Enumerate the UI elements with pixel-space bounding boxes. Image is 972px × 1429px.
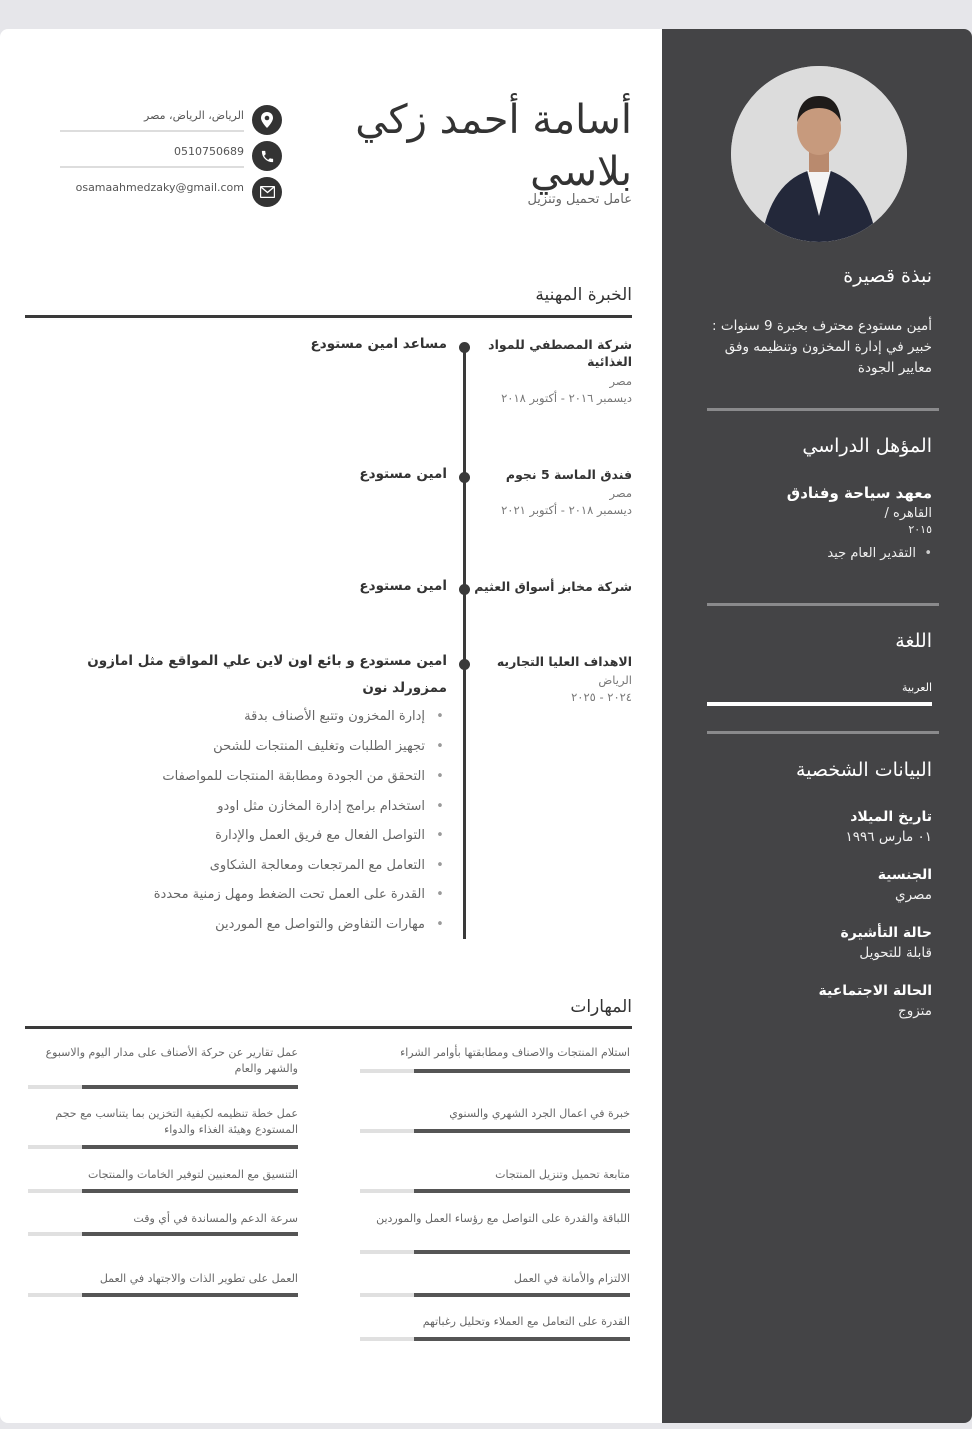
skill-item <box>360 1045 630 1089</box>
divider <box>707 731 939 734</box>
personal-item <box>702 809 932 867</box>
education-title: المؤهل الدراسي <box>802 435 932 457</box>
skill-item <box>360 1106 630 1150</box>
company-country: مصر <box>609 374 632 388</box>
bullet-icon: • <box>436 739 444 754</box>
email-text: osamaahmedzaky@gmail.com <box>75 181 244 194</box>
bullet-icon: • <box>436 887 444 902</box>
skill-track <box>360 1069 630 1073</box>
skill-name: عمل تقارير عن حركة الأصناف على مدار اليوم والاسبوع والشهر والعام <box>45 1046 298 1075</box>
skill-name: الالتزام والأمانة في العمل <box>513 1272 630 1285</box>
education-entry <box>702 484 932 561</box>
skill-item <box>28 1106 298 1150</box>
job-period: ٢٠٢٤ - ٢٠٢٥ <box>571 690 632 704</box>
job-role: مساعد امين مستودع <box>310 336 447 352</box>
language-name: العربية <box>901 681 932 694</box>
education-grade-text: التقدير العام جيد <box>827 546 916 561</box>
skill-level-bar <box>82 1293 298 1297</box>
summary-text: أمين مستودع محترف بخبرة 9 سنوات : خبير في إدارة المخزون وتنظيمه وفق معايير الجودة <box>712 318 932 376</box>
timeline-dot <box>459 472 470 483</box>
profile-photo <box>731 66 907 242</box>
bullet-icon: • <box>436 709 444 724</box>
skill-name: متابعة تحميل وتنزيل المنتجات <box>495 1168 630 1181</box>
skill-name: القدرة على التعامل مع العملاء وتحليل رغباتهم <box>422 1315 630 1328</box>
section-rule <box>25 1026 632 1029</box>
sidebar <box>662 29 972 1423</box>
company-country: الرياض <box>598 673 632 687</box>
skill-name: استلام المنتجات والاصناف ومطابقتها بأوامر الشراء <box>400 1046 630 1059</box>
skill-level-bar <box>414 1250 630 1254</box>
task-text: استخدام برامج إدارة المخازن مثل اودو <box>217 799 425 814</box>
skill-item <box>360 1314 630 1358</box>
task-text: القدرة على العمل تحت الضغط ومهل زمنية محددة <box>153 887 425 902</box>
skill-name: عمل خطة تنظيمه لكيفية التخزين بما يتناسب مع حجم المستودع وهيئة الغذاء والدواء <box>55 1107 298 1136</box>
personal-item <box>702 867 932 925</box>
skill-track <box>360 1189 630 1193</box>
skill-item <box>360 1211 630 1255</box>
contact-phone[interactable] <box>60 141 282 173</box>
contact-address <box>60 105 282 137</box>
job-role: امين مستودع <box>359 466 447 482</box>
skill-level-bar <box>414 1293 630 1297</box>
job-period: ديسمبر ٢٠١٦ - أكتوبر ٢٠١٨ <box>501 391 632 405</box>
skill-name: التنسيق مع المعنيين لتوفير الخامات والمنتجات <box>88 1168 298 1181</box>
bullet-icon: • <box>436 769 444 784</box>
skill-level-bar <box>82 1232 298 1236</box>
timeline-dot <box>459 342 470 353</box>
task-item <box>7 739 447 754</box>
phone-text: 0510750689 <box>174 145 244 158</box>
timeline-line <box>463 346 466 939</box>
summary-title: نبذة قصيرة <box>843 265 932 287</box>
person-icon <box>731 66 907 242</box>
skill-level-bar <box>82 1145 298 1149</box>
timeline-dot <box>459 584 470 595</box>
timeline-dot <box>459 659 470 670</box>
job-title: عامل تحميل وتنزيل <box>527 192 632 207</box>
birthdate-value: ٠١ مارس ١٩٩٦ <box>845 829 932 845</box>
company-name: الاهداف العليا التجاريه <box>496 654 632 669</box>
skill-name: اللباقة والقدرة على التواصل مع رؤساء العمل والموردين <box>376 1212 630 1225</box>
divider <box>60 130 244 132</box>
skill-item <box>28 1211 298 1255</box>
marital-value: متزوج <box>898 1003 932 1019</box>
skill-level-bar <box>82 1085 298 1089</box>
skill-name: سرعة الدعم والمساندة في أي وقت <box>133 1212 298 1225</box>
skill-track <box>360 1337 630 1341</box>
visa-label: حالة التأشيرة <box>840 925 932 941</box>
task-item <box>7 799 447 814</box>
company-name: فندق الماسة 5 نجوم <box>505 467 632 482</box>
personal-item <box>702 925 932 983</box>
skill-track <box>28 1145 298 1149</box>
location-icon <box>252 105 282 135</box>
divider <box>60 166 244 168</box>
company-country: مصر <box>609 486 632 500</box>
skill-level-bar <box>414 1129 630 1133</box>
personal-title: البيانات الشخصية <box>795 759 932 781</box>
skill-item <box>360 1271 630 1315</box>
education-school: معهد سياحة وفنادق <box>786 484 932 502</box>
divider <box>707 408 939 411</box>
skill-name: العمل على تطوير الذات والاجتهاد في العمل <box>99 1272 298 1285</box>
skill-item <box>360 1167 630 1211</box>
company-name: شركة المصطفي للمواد الغذائية <box>488 337 632 369</box>
skill-item <box>28 1167 298 1211</box>
nationality-label: الجنسية <box>877 867 932 883</box>
resume-page <box>0 29 972 1423</box>
skill-level-bar <box>414 1069 630 1073</box>
language-level-bar <box>707 702 932 706</box>
nationality-value: مصري <box>895 887 932 903</box>
skill-level-bar <box>414 1189 630 1193</box>
bullet-icon: • <box>924 546 932 561</box>
language-level-track <box>707 702 932 706</box>
task-item <box>7 828 447 843</box>
job-role: امين مستودع <box>359 578 447 594</box>
contact-email[interactable] <box>60 177 282 209</box>
candidate-name: أسامة أحمد زكي بلاسي <box>355 97 632 195</box>
skill-name: خبرة في اعمال الجرد الشهري والسنوي <box>449 1107 630 1120</box>
skill-track <box>28 1189 298 1193</box>
company-name: شركة مخابز أسواق العثيم <box>474 579 632 594</box>
skill-track <box>360 1129 630 1133</box>
phone-icon <box>252 141 282 171</box>
bullet-icon: • <box>436 858 444 873</box>
visa-value: قابلة للتحويل <box>859 945 932 961</box>
task-text: مهارات التفاوض والتواصل مع الموردين <box>215 917 425 932</box>
job-role: امين مستودع و بائع اون لاين علي المواقع مثل امازون ممزورلد نون <box>87 653 447 696</box>
birthdate-label: تاريخ الميلاد <box>850 809 932 825</box>
education-place: القاهره / <box>884 506 932 521</box>
task-text: التحقق من الجودة ومطابقة المنتجات للمواصفات <box>162 769 425 784</box>
skill-track <box>28 1232 298 1236</box>
bullet-icon: • <box>436 799 444 814</box>
address-text: الرياض، الرياض، مصر <box>144 109 244 122</box>
section-rule <box>25 315 632 318</box>
skill-level-bar <box>414 1337 630 1341</box>
skill-track <box>28 1293 298 1297</box>
task-text: إدارة المخزون وتتبع الأصناف بدقة <box>244 709 425 724</box>
skill-item <box>28 1271 298 1315</box>
task-item <box>7 887 447 902</box>
experience-title: الخبرة المهنية <box>535 285 632 305</box>
language-title: اللغة <box>895 630 932 652</box>
personal-item <box>702 983 932 1041</box>
task-text: التعامل مع المرتجعات ومعالجة الشكاوى <box>209 858 425 873</box>
skill-item <box>28 1045 298 1089</box>
bullet-icon: • <box>436 917 444 932</box>
skill-level-bar <box>82 1189 298 1193</box>
task-item <box>7 858 447 873</box>
bullet-icon: • <box>436 828 444 843</box>
marital-label: الحالة الاجتماعية <box>818 983 932 999</box>
skill-track <box>360 1250 630 1254</box>
education-year: ٢٠١٥ <box>908 523 932 536</box>
job-period: ديسمبر ٢٠١٨ - أكتوبر ٢٠٢١ <box>501 503 632 517</box>
personal-info <box>702 809 932 1041</box>
task-text: التواصل الفعال مع فريق العمل والإدارة <box>215 828 425 843</box>
skill-track <box>360 1293 630 1297</box>
skill-track <box>28 1085 298 1089</box>
skills-title: المهارات <box>570 997 632 1017</box>
task-item <box>7 917 447 932</box>
main-content <box>0 29 662 1423</box>
divider <box>707 603 939 606</box>
email-icon <box>252 177 282 207</box>
task-item <box>7 709 447 724</box>
task-item <box>7 769 447 784</box>
task-text: تجهيز الطلبات وتغليف المنتجات للشحن <box>213 739 425 754</box>
education-grade <box>702 546 932 561</box>
